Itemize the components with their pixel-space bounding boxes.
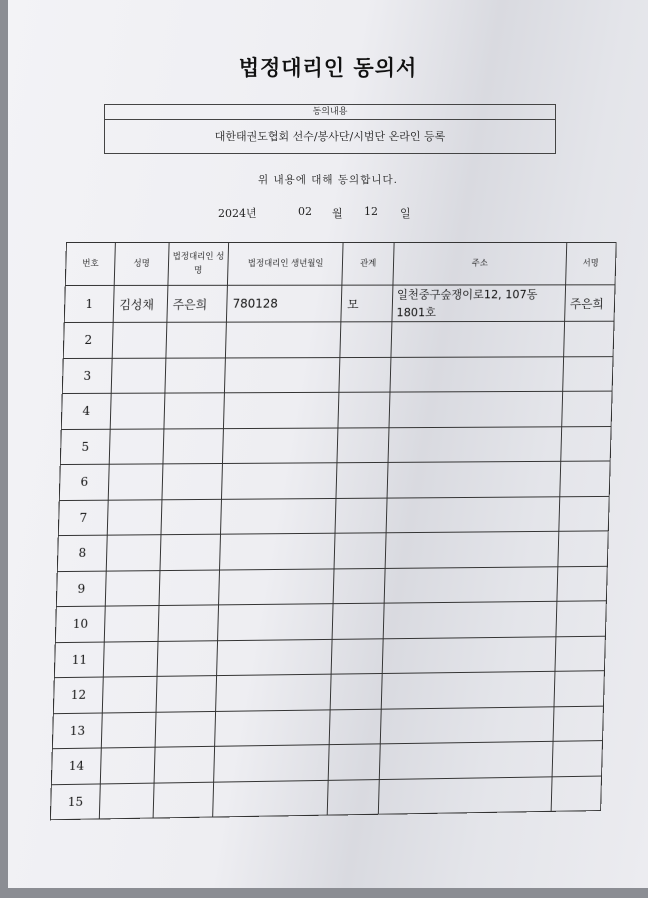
- address-cell: 일천중구숲쟁이로12, 107동 1801호: [392, 285, 565, 322]
- row-number: 7: [58, 500, 108, 536]
- address-cell: [388, 426, 561, 462]
- row-number: 13: [52, 713, 102, 749]
- consent-content-box: [104, 104, 556, 154]
- table-header-row: [65, 242, 616, 285]
- name-cell: [102, 676, 156, 712]
- content-body: 대한태권도협회 선수/봉사단/시범단 온라인 등록: [214, 130, 446, 143]
- address-cell: [387, 461, 560, 497]
- header-number: 번호: [65, 242, 115, 285]
- document-page: [8, 0, 648, 888]
- row-number: 5: [60, 429, 110, 465]
- relation-cell: [340, 322, 391, 357]
- relation-cell: 모: [341, 285, 393, 322]
- name-cell: [108, 464, 162, 500]
- table-row: [59, 461, 610, 500]
- row-number: 14: [51, 748, 101, 784]
- relation-cell: [332, 638, 383, 674]
- guardian-birth-cell: [220, 533, 336, 569]
- relation-cell: [339, 357, 390, 392]
- guardian-name-cell: [157, 640, 218, 676]
- relation-cell: [329, 744, 381, 780]
- signature-cell: [560, 426, 611, 461]
- guardian-name-cell: [156, 676, 217, 712]
- relation-cell: [334, 568, 385, 604]
- table-row: [64, 285, 615, 323]
- guardian-birth-cell: [214, 745, 330, 782]
- consent-statement: 위 내용에 대해 동의합니다.: [258, 174, 398, 186]
- guardian-name-cell: [164, 393, 225, 429]
- name-cell: [112, 322, 166, 358]
- row-number: 3: [62, 358, 112, 394]
- name-cell: [100, 783, 154, 819]
- signature-cell: [555, 636, 606, 672]
- relation-cell: [335, 498, 386, 534]
- guardian-name-cell: [159, 570, 220, 606]
- guardian-birth-cell: [215, 709, 331, 746]
- address-cell: [380, 706, 553, 744]
- guardian-name-cell: [166, 322, 227, 358]
- relation-cell: [337, 427, 388, 462]
- name-cell: [105, 570, 159, 606]
- address-cell: [379, 741, 552, 779]
- signature-cell: [551, 776, 602, 812]
- table-row: [57, 531, 608, 571]
- guardian-name-cell: [154, 746, 215, 782]
- address-cell: [381, 671, 554, 708]
- header-guardian-name: 법정대리인 성명: [168, 242, 229, 285]
- relation-cell: [334, 533, 385, 569]
- signature-cell: [556, 566, 607, 601]
- signature-cell: [553, 706, 604, 742]
- date-month: 02: [298, 205, 312, 218]
- name-cell: [100, 747, 154, 783]
- page-title: 법정대리인 동의서: [238, 55, 418, 80]
- row-number: 10: [55, 606, 105, 642]
- guardian-birth-cell: [223, 428, 339, 464]
- table-row: [61, 391, 612, 429]
- signature-cell: [563, 321, 614, 356]
- name-cell: [110, 393, 164, 429]
- guardian-name-cell: [161, 499, 222, 535]
- guardian-birth-cell: [225, 357, 341, 393]
- guardian-birth-cell: 780128: [227, 285, 343, 322]
- guardian-name-cell: [158, 605, 219, 641]
- guardian-birth-cell: [216, 674, 332, 711]
- signature-cell: [554, 671, 605, 707]
- guardian-birth-cell: [226, 322, 342, 358]
- relation-cell: [328, 779, 380, 815]
- name-cell: 김성채: [113, 285, 167, 322]
- signature-cell: [561, 391, 612, 426]
- address-cell: [391, 321, 564, 357]
- guardian-birth-cell: [222, 463, 338, 499]
- signature-cell: 주은희: [564, 285, 615, 322]
- guardian-table: [50, 242, 617, 820]
- date-day-unit: 일: [400, 207, 411, 220]
- table-row: [50, 776, 601, 820]
- relation-cell: [338, 392, 389, 427]
- address-cell: [390, 356, 563, 392]
- guardian-name-cell: [163, 428, 224, 464]
- relation-cell: [333, 603, 384, 639]
- row-number: 12: [53, 677, 103, 713]
- guardian-name-cell: [160, 534, 221, 570]
- guardian-birth-cell: [221, 498, 337, 534]
- row-number: 4: [61, 393, 111, 429]
- table-row: [58, 496, 609, 536]
- date-day: 12: [364, 205, 378, 218]
- table-row: [62, 356, 613, 393]
- relation-cell: [330, 709, 382, 745]
- row-number: 8: [57, 535, 107, 571]
- name-cell: [109, 428, 163, 464]
- date-month-unit: 월: [332, 207, 343, 220]
- address-cell: [384, 566, 557, 603]
- guardian-birth-cell: [218, 604, 334, 641]
- signature-cell: [562, 356, 613, 391]
- name-cell: [101, 712, 155, 748]
- row-number: 15: [50, 783, 100, 819]
- header-guardian-birth: 법정대리인 생년월일: [228, 242, 344, 285]
- row-number: 9: [56, 571, 106, 607]
- relation-cell: [331, 673, 383, 709]
- guardian-name-cell: [162, 463, 223, 499]
- guardian-birth-cell: [219, 568, 335, 604]
- name-cell: [104, 606, 158, 642]
- address-cell: [386, 496, 559, 532]
- row-number: 6: [59, 464, 109, 500]
- guardian-name-cell: [153, 782, 214, 818]
- name-cell: [107, 499, 161, 535]
- row-number: 2: [63, 322, 113, 358]
- header-relation: 관계: [342, 242, 394, 285]
- address-cell: [382, 636, 555, 673]
- guardian-birth-cell: [213, 780, 329, 817]
- content-header: 동의내용: [105, 105, 555, 120]
- guardian-name-cell: 주은희: [167, 285, 228, 322]
- relation-cell: [336, 462, 387, 498]
- table-row: [63, 321, 614, 358]
- signature-cell: [559, 461, 610, 496]
- guardian-birth-cell: [224, 392, 340, 428]
- name-cell: [103, 641, 157, 677]
- table-row: [56, 566, 607, 607]
- name-cell: [111, 358, 165, 394]
- header-address: 주소: [393, 242, 566, 285]
- signature-cell: [555, 601, 606, 637]
- address-cell: [389, 391, 562, 427]
- guardian-birth-cell: [217, 639, 333, 676]
- row-number: 11: [54, 642, 104, 678]
- signature-cell: [558, 496, 609, 531]
- row-number: 1: [64, 285, 114, 322]
- signature-cell: [552, 741, 603, 777]
- header-name: 성명: [114, 242, 169, 285]
- address-cell: [385, 531, 558, 568]
- name-cell: [106, 535, 160, 571]
- address-cell: [383, 601, 556, 638]
- address-cell: [378, 776, 551, 814]
- date-year: 2024년: [218, 207, 257, 220]
- header-signature: 서명: [565, 242, 616, 284]
- guardian-name-cell: [165, 357, 226, 393]
- signature-cell: [557, 531, 608, 566]
- table-row: [60, 426, 611, 465]
- guardian-name-cell: [155, 711, 216, 747]
